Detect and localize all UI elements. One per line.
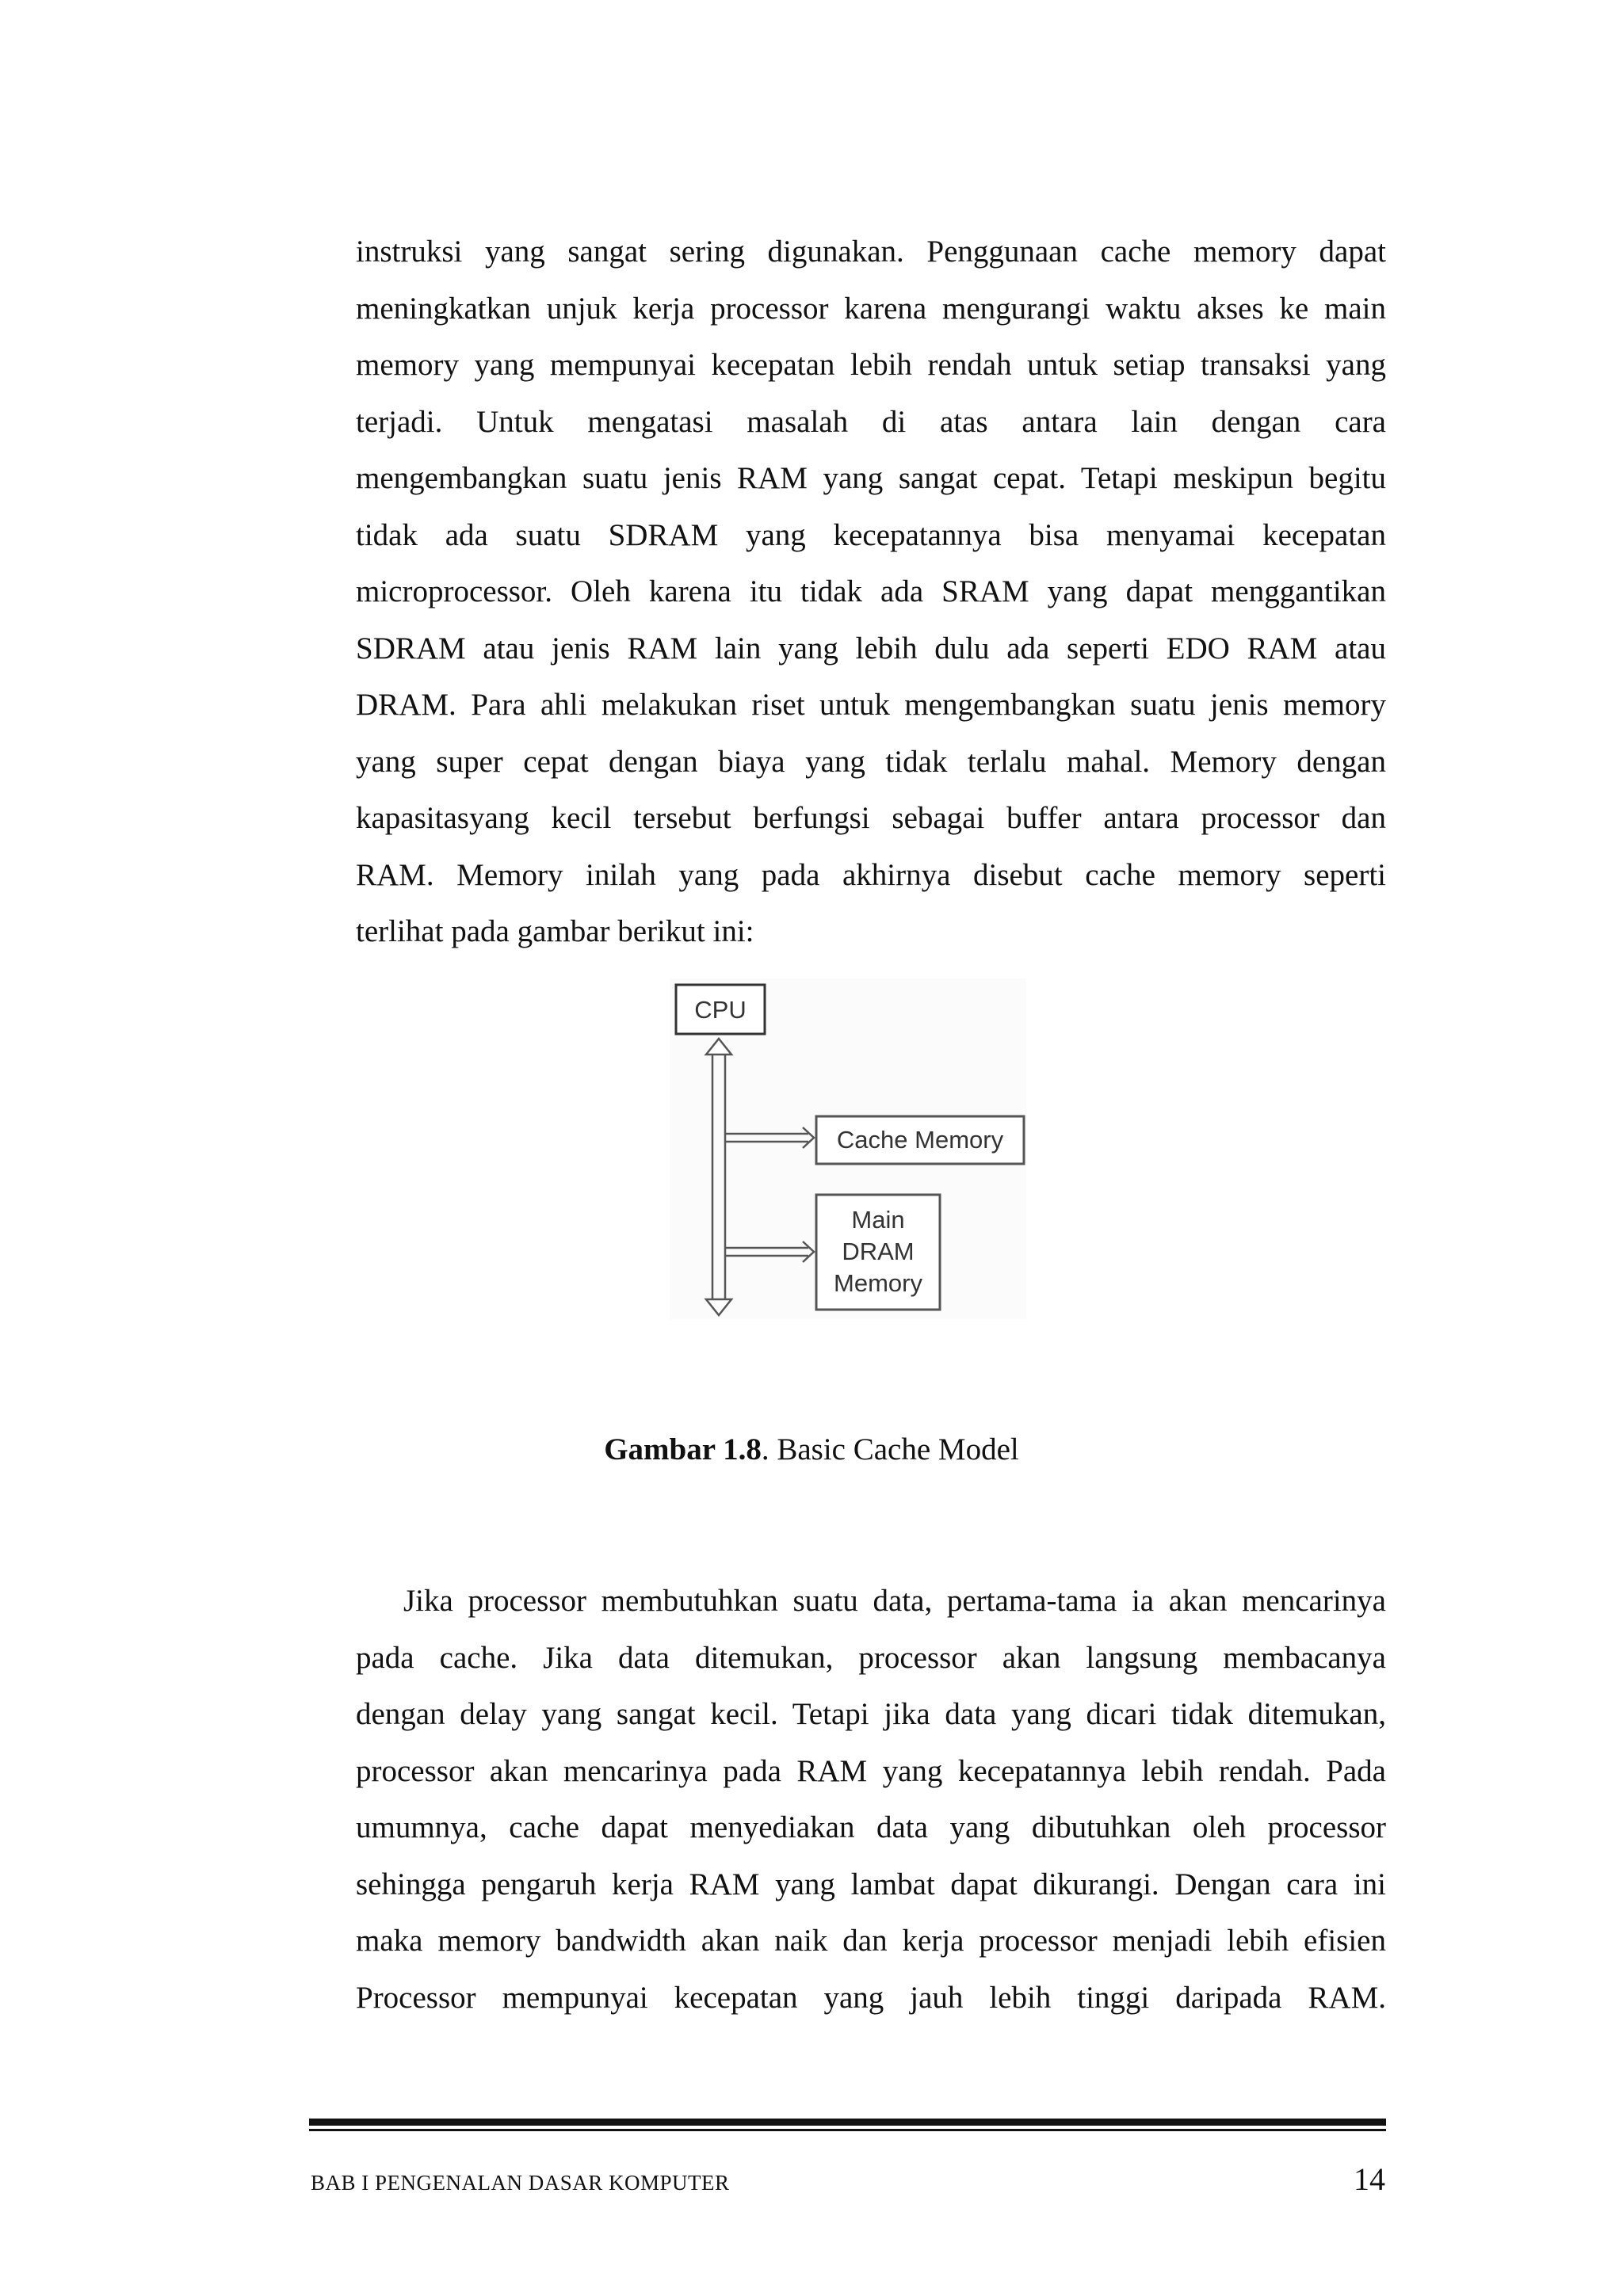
text-line: terlihat pada gambar berikut ini:: [356, 914, 754, 948]
text-line: umumnya, cache dapat menyediakan data yang dibutuhkan oleh processor: [356, 1810, 1386, 1844]
cache-model-diagram: [670, 978, 1026, 1319]
text-line: dengan delay yang sangat kecil. Tetapi jika data yang dicari tidak ditemukan,: [356, 1697, 1386, 1731]
text-line: Jika processor membutuhkan suatu data, pertama-tama ia akan mencarinya: [403, 1584, 1386, 1618]
figure-caption: [0, 1430, 1623, 1470]
text-line: meningkatkan unjuk kerja processor karena mengurangi waktu akses ke main: [356, 291, 1386, 326]
text-line: memory yang mempunyai kecepatan lebih rendah untuk setiap transaksi yang: [356, 348, 1386, 382]
caption-figure-number: Gambar 1.8: [604, 1432, 762, 1466]
text-line: instruksi yang sangat sering digunakan. Penggunaan cache memory dapat: [356, 235, 1386, 269]
caption-title: . Basic Cache Model: [761, 1432, 1019, 1466]
text-line: DRAM. Para ahli melakukan riset untuk mengembangkan suatu jenis memory: [356, 688, 1386, 722]
body-paragraph-1: [356, 223, 1386, 960]
main-memory-label-line: Memory: [834, 1269, 922, 1297]
text-line: yang super cepat dengan biaya yang tidak terlalu mahal. Memory dengan: [356, 744, 1386, 779]
bus-arrow: [706, 1039, 731, 1315]
text-line: RAM. Memory inilah yang pada akhirnya disebut cache memory seperti: [356, 857, 1386, 892]
text-line: kapasitasyang kecil tersebut berfungsi sebagai buffer antara processor dan: [356, 801, 1386, 835]
text-line: maka memory bandwidth akan naik dan kerja processor menjadi lebih efisien: [356, 1924, 1386, 1958]
text-line: microprocessor. Oleh karena itu tidak ada SRAM yang dapat menggantikan: [356, 574, 1386, 608]
text-line: processor akan mencarinya pada RAM yang kecepatannya lebih rendah. Pada: [356, 1753, 1386, 1788]
page-number: 14: [1354, 2161, 1385, 2197]
main-memory-branch-arrow: [725, 1241, 814, 1262]
cache-model-figure: [670, 978, 1026, 1319]
text-line: SDRAM atau jenis RAM lain yang lebih dulu ada seperti EDO RAM atau: [356, 631, 1386, 666]
footer-rule: [309, 2119, 1386, 2126]
body-paragraph-2: [356, 1573, 1386, 2026]
text-line: Processor mempunyai kecepatan yang jauh lebih tinggi daripada RAM.: [356, 1980, 1386, 2015]
text-line: terjadi. Untuk mengatasi masalah di atas antara lain dengan cara: [356, 404, 1386, 439]
text-line: sehingga pengaruh kerja RAM yang lambat dapat dikurangi. Dengan cara ini: [356, 1867, 1386, 1901]
text-line: tidak ada suatu SDRAM yang kecepatannya bisa menyamai kecepatan: [356, 517, 1386, 552]
cache-branch-arrow: [725, 1127, 814, 1148]
text-line: mengembangkan suatu jenis RAM yang sangat cepat. Tetapi meskipun begitu: [356, 461, 1386, 495]
cpu-label: CPU: [694, 996, 747, 1024]
text-line: pada cache. Jika data ditemukan, processor akan langsung membacanya: [356, 1640, 1386, 1675]
footer-rule-thin: [309, 2129, 1386, 2131]
main-memory-label-line: Main: [851, 1206, 905, 1234]
footer-chapter-title: BAB I PENGENALAN DASAR KOMPUTER: [311, 2171, 730, 2195]
cache-memory-label: Cache Memory: [836, 1126, 1004, 1154]
main-memory-label-line: DRAM: [842, 1238, 915, 1265]
